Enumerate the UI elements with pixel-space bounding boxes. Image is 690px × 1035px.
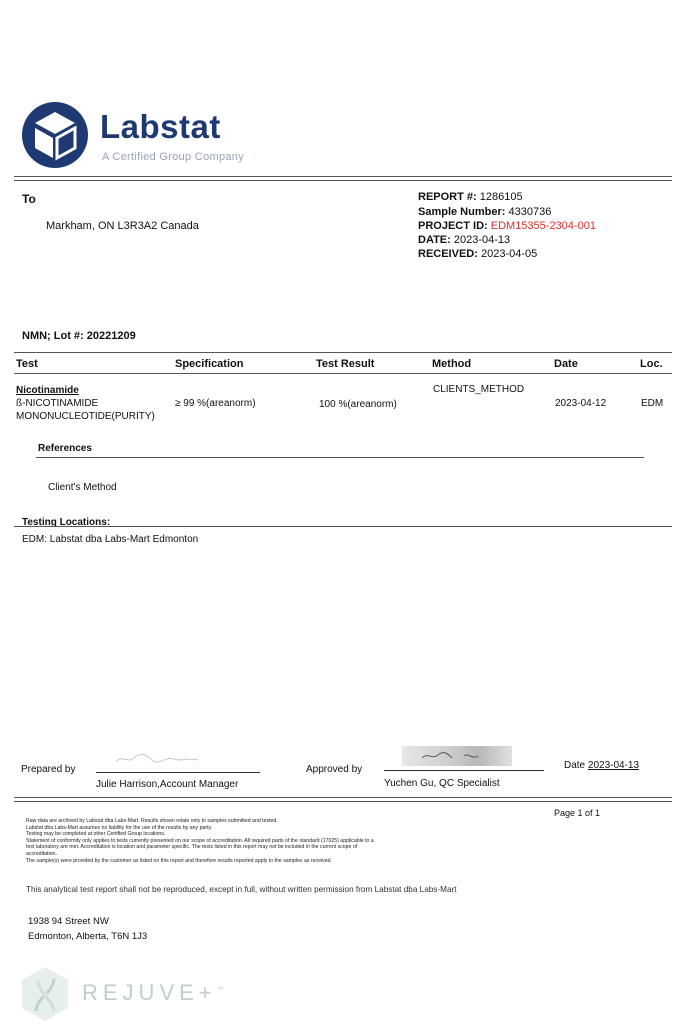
col-loc: Loc.	[640, 358, 663, 370]
header-divider-bottom	[14, 180, 672, 181]
table-top-rule	[14, 352, 672, 353]
col-test-result: Test Result	[316, 358, 375, 370]
labstat-logo-icon	[20, 100, 90, 170]
references-rule	[36, 457, 644, 458]
fine-print-block	[26, 818, 496, 864]
col-date: Date	[554, 358, 578, 370]
reproduction-notice: This analytical test report shall not be reproduced, except in full, without written permission from Labstat dba Labs-Mart	[26, 885, 457, 894]
prepared-signature-icon	[112, 748, 202, 768]
reference-item: Client's Method	[48, 482, 117, 493]
approved-signature-image	[402, 746, 512, 766]
test-name: Nicotinamide	[16, 385, 79, 396]
client-address: Markham, ON L3R3A2 Canada	[46, 220, 199, 232]
location-value: EDM	[641, 398, 664, 409]
prepared-by-label: Prepared by	[21, 764, 76, 775]
report-number: REPORT #: 1286105	[418, 191, 523, 203]
approved-by-name: Yuchen Gu, QC Specialist	[384, 778, 500, 789]
signature-date: Date 2023-04-13	[564, 760, 640, 771]
approved-by-label: Approved by	[306, 764, 363, 775]
footer-address-line-2: Edmonton, Alberta, T6N 1J3	[28, 931, 148, 942]
project-id: PROJECT ID: EDM15355-2304-001	[418, 220, 596, 232]
table-header-rule	[14, 373, 672, 374]
received-date: RECEIVED: 2023-04-05	[418, 248, 538, 260]
footer-address-line-1: 1938 94 Street NW	[28, 916, 109, 927]
brand-name: Labstat	[100, 108, 221, 145]
fine-print-line: test laboratory are met. Accreditation is location and parameter specific. The tests listed in this report may not be included in the current scope of	[26, 844, 358, 851]
col-test: Test	[16, 358, 38, 370]
fine-print-line: The sample(s) were provided by the customer as listed on this report and therefore results reported apply to the samples as received.	[26, 857, 332, 864]
test-line-2: MONONUCLEOTIDE(PURITY)	[16, 411, 155, 422]
fine-print-line: Statement of conformity only applies to tests currently presented on our scope of accreditation. All required parts of the standard (17025) applicable to a	[26, 837, 374, 844]
fine-print-line: accreditation.	[26, 850, 57, 857]
brand-tagline: A Certified Group Company	[102, 151, 245, 163]
fine-print-line: Labstat dba Labs-Mart assumes no liability for the use of the results by any party.	[26, 824, 213, 831]
testing-location-item: EDM: Labstat dba Labs-Mart Edmonton	[22, 534, 199, 545]
approved-signature-icon	[402, 746, 512, 766]
rejuve-logo-icon	[18, 965, 72, 1023]
report-date: DATE: 2023-04-13	[418, 234, 511, 246]
header-divider-top	[14, 176, 672, 177]
to-label: To	[22, 192, 36, 206]
col-method: Method	[432, 358, 472, 370]
lot-number: NMN; Lot #: 20221209	[22, 330, 136, 342]
col-specification: Specification	[175, 358, 244, 370]
method-value: CLIENTS_METHOD	[433, 384, 525, 395]
prepared-signature-line	[96, 772, 260, 773]
fine-print-line: Raw data are archived by Labstat dba Labs-Mart. Results shown relate only to samples submitted and tested.	[26, 818, 278, 824]
footer-divider-top	[14, 797, 672, 798]
fine-print-line: Testing may be completed at other Certified Group locations.	[26, 831, 166, 838]
specification-value: ≥ 99 %(areanorm)	[175, 398, 256, 409]
testing-locations-heading: Testing Locations:	[22, 517, 111, 528]
test-date-value: 2023-04-12	[555, 398, 607, 409]
sample-number: Sample Number: 4330736	[418, 206, 552, 218]
page-indicator: Page 1 of 1	[554, 808, 601, 818]
approved-signature-line	[384, 770, 544, 771]
prepared-by-name: Julie Harrison,Account Manager	[96, 779, 239, 790]
footer-divider-bottom	[14, 801, 672, 802]
test-result-value: 100 %(areanorm)	[319, 399, 397, 410]
references-heading: References	[38, 443, 92, 454]
testing-locations-rule	[14, 526, 672, 527]
test-line-1: ß-NICOTINAMIDE	[16, 398, 99, 409]
rejuve-watermark: REJUVE+™	[82, 980, 224, 1005]
